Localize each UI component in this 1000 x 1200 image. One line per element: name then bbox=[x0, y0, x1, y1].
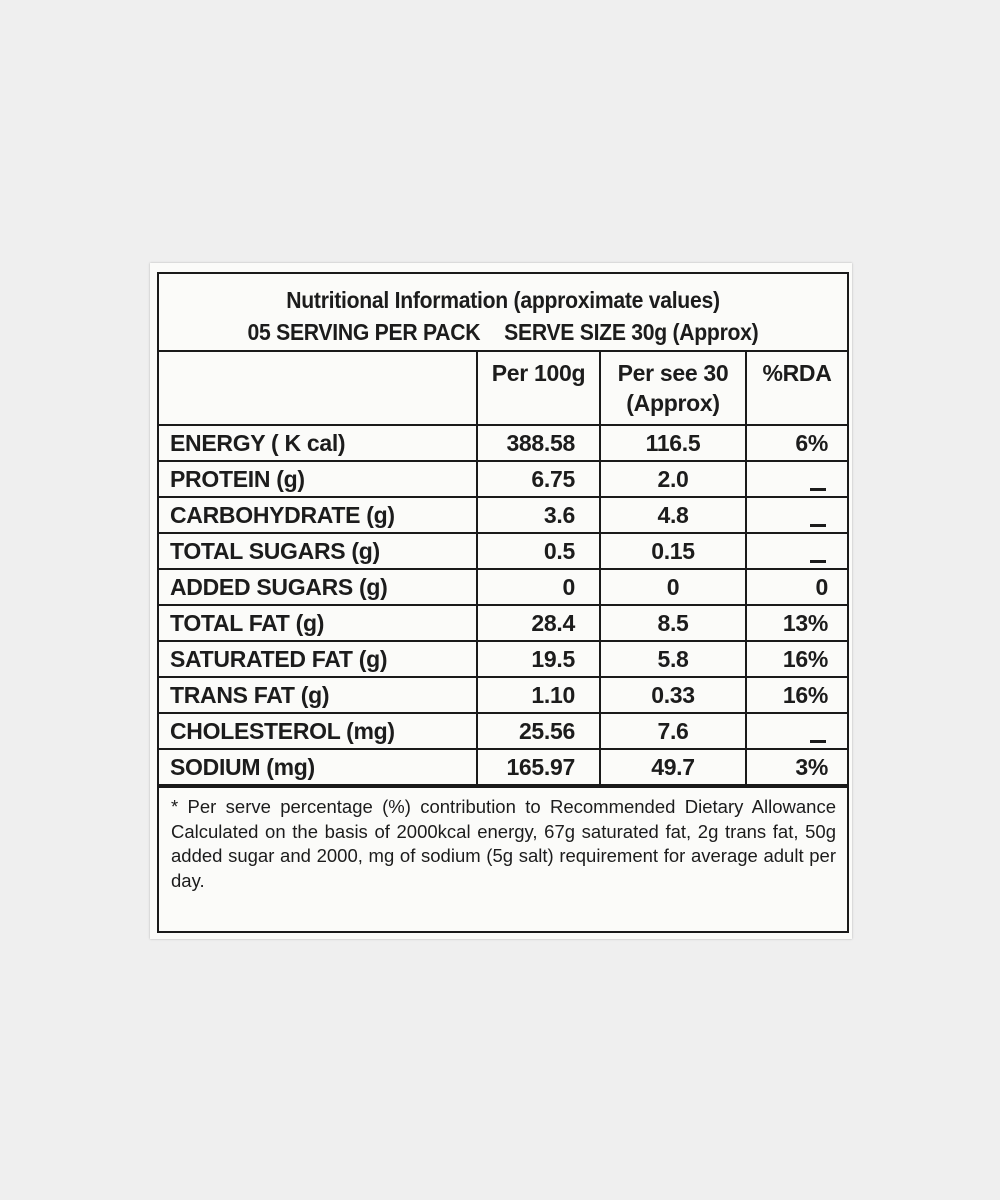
value-per-serve: 4.8 bbox=[600, 497, 746, 533]
value-per-serve: 7.6 bbox=[600, 713, 746, 749]
nutrient-name: SODIUM (mg) bbox=[159, 749, 477, 785]
value-rda bbox=[746, 461, 847, 497]
col-header-perserve-line1: Per see 30 bbox=[617, 360, 729, 386]
table-row bbox=[159, 461, 847, 497]
value-per-100g: 1.10 bbox=[477, 677, 600, 713]
dash-mark bbox=[810, 740, 826, 743]
value-per-100g: 6.75 bbox=[477, 461, 600, 497]
value-rda bbox=[746, 497, 847, 533]
table-row bbox=[159, 713, 847, 749]
col-header-perserve-line2: (Approx) bbox=[626, 390, 720, 416]
value-per-serve: 0.33 bbox=[600, 677, 746, 713]
table-row bbox=[159, 497, 847, 533]
value-per-100g: 388.58 bbox=[477, 425, 600, 461]
value-per-100g: 25.56 bbox=[477, 713, 600, 749]
nutrient-name: ADDED SUGARS (g) bbox=[159, 569, 477, 605]
servings-per-pack: 05 SERVING PER PACK bbox=[247, 319, 481, 345]
nutrition-label bbox=[157, 272, 849, 933]
dash-mark bbox=[810, 560, 826, 563]
label-card bbox=[150, 263, 852, 939]
table-row bbox=[159, 425, 847, 461]
footnote: * Per serve percentage (%) contribution to Recommended Dietary Allowance Calculated on the basis of 2000kcal energy, 67g saturated fat, 2g trans fat, 50g added sugar and 2000, mg of sodium (5g salt) requirement for average adult per day. bbox=[159, 786, 847, 893]
value-per-serve: 0.15 bbox=[600, 533, 746, 569]
value-rda: 16% bbox=[746, 641, 847, 677]
table-row bbox=[159, 749, 847, 785]
header-blank-cell bbox=[159, 352, 477, 425]
col-header-rda bbox=[746, 352, 847, 425]
value-rda: 16% bbox=[746, 677, 847, 713]
nutrient-name: TOTAL SUGARS (g) bbox=[159, 533, 477, 569]
dash-mark bbox=[810, 488, 826, 491]
value-rda: 6% bbox=[746, 425, 847, 461]
nutrient-name: PROTEIN (g) bbox=[159, 461, 477, 497]
label-title: Nutritional Information (approximate values) bbox=[286, 287, 720, 313]
value-rda bbox=[746, 533, 847, 569]
table-row bbox=[159, 533, 847, 569]
serving-info bbox=[187, 316, 820, 348]
value-per-100g: 0 bbox=[477, 569, 600, 605]
value-per-serve: 116.5 bbox=[600, 425, 746, 461]
col-header-perserve bbox=[600, 352, 746, 425]
col-header-per100 bbox=[477, 352, 600, 425]
value-per-100g: 19.5 bbox=[477, 641, 600, 677]
value-rda: 0 bbox=[746, 569, 847, 605]
nutrition-table bbox=[159, 352, 847, 786]
nutrient-name: TOTAL FAT (g) bbox=[159, 605, 477, 641]
label-header bbox=[159, 274, 847, 352]
col-header-rda-text: %RDA bbox=[762, 360, 832, 386]
serve-size: SERVE SIZE 30g (Approx) bbox=[504, 319, 759, 345]
nutrient-name: CHOLESTEROL (mg) bbox=[159, 713, 477, 749]
value-per-100g: 0.5 bbox=[477, 533, 600, 569]
table-row bbox=[159, 641, 847, 677]
value-per-serve: 8.5 bbox=[600, 605, 746, 641]
value-per-serve: 5.8 bbox=[600, 641, 746, 677]
value-per-100g: 3.6 bbox=[477, 497, 600, 533]
nutrient-name: TRANS FAT (g) bbox=[159, 677, 477, 713]
value-rda: 3% bbox=[746, 749, 847, 785]
col-header-per100-text: Per 100g bbox=[491, 360, 586, 386]
value-rda bbox=[746, 713, 847, 749]
nutrient-name: SATURATED FAT (g) bbox=[159, 641, 477, 677]
value-per-serve: 0 bbox=[600, 569, 746, 605]
nutrient-name: CARBOHYDRATE (g) bbox=[159, 497, 477, 533]
nutrient-name: ENERGY ( K cal) bbox=[159, 425, 477, 461]
value-per-100g: 28.4 bbox=[477, 605, 600, 641]
value-per-serve: 2.0 bbox=[600, 461, 746, 497]
value-per-serve: 49.7 bbox=[600, 749, 746, 785]
table-row bbox=[159, 677, 847, 713]
table-row bbox=[159, 569, 847, 605]
dash-mark bbox=[810, 524, 826, 527]
value-per-100g: 165.97 bbox=[477, 749, 600, 785]
table-header-row bbox=[159, 352, 847, 425]
value-rda: 13% bbox=[746, 605, 847, 641]
table-row bbox=[159, 605, 847, 641]
